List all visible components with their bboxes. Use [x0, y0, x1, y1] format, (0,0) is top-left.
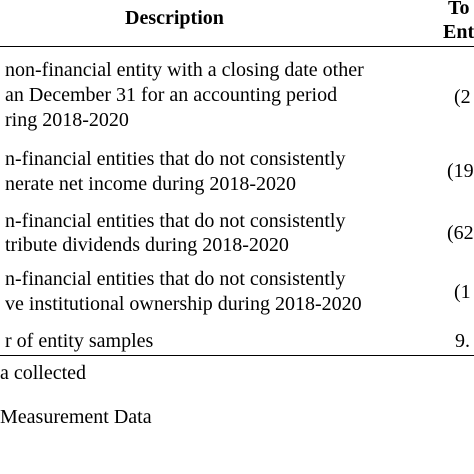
row-2-desc-line-2: nerate net income during 2018-2020: [5, 173, 297, 195]
row-1-desc-line-1: non-financial entity with a closing date other: [5, 59, 364, 81]
row-3-total: (62: [447, 222, 474, 244]
bottom-rule: [0, 355, 474, 356]
row-2-total: (19: [447, 160, 474, 182]
header-rule: [0, 46, 474, 47]
row-1-desc-line-3: ring 2018-2020: [5, 109, 129, 131]
row-5-total: 9.: [455, 330, 470, 352]
row-1-desc-line-2: an December 31 for an accounting period: [5, 84, 338, 106]
note-line-2: Measurement Data: [0, 406, 152, 428]
note-line-1: a collected: [0, 362, 87, 384]
row-1-total: (2: [454, 86, 471, 108]
header-total-line1: To: [448, 0, 470, 19]
row-3-desc-line-1: n-financial entities that do not consistently: [5, 210, 346, 232]
row-3-desc-line-2: tribute dividends during 2018-2020: [5, 234, 289, 256]
header-total-line2: Ent: [443, 21, 474, 43]
row-4-desc-line-1: n-financial entities that do not consistently: [5, 268, 346, 290]
row-4-total: (1: [454, 281, 471, 303]
row-5-desc-line-1: r of entity samples: [5, 330, 154, 352]
row-2-desc-line-1: n-financial entities that do not consistently: [5, 148, 346, 170]
header-description: Description: [125, 7, 224, 29]
row-4-desc-line-2: ve institutional ownership during 2018-2020: [5, 293, 362, 315]
